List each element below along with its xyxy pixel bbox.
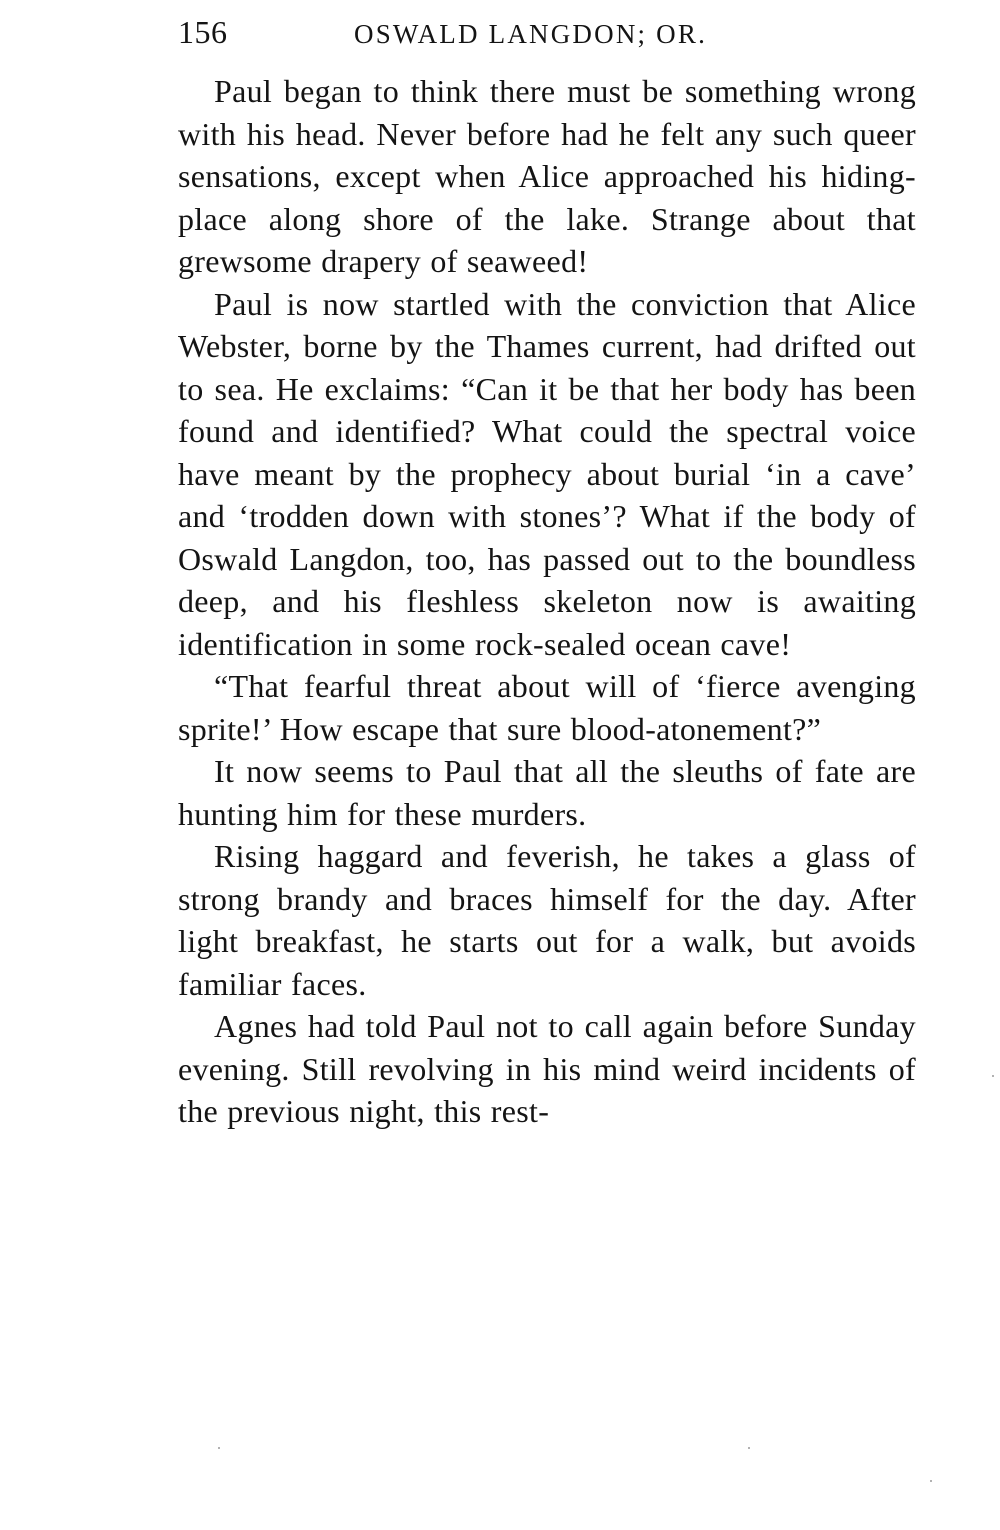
scan-speck <box>930 1480 932 1482</box>
paragraph-1: Paul began to think there must be something wrong with his head. Never before had he felt any such queer sensations, except when Alice approached his hiding-place along shore of the lake. Strange about that grewsome drapery of seaweed! <box>178 73 916 279</box>
scan-speck <box>748 1447 750 1449</box>
scan-speck <box>992 1075 994 1077</box>
page-number: 156 <box>178 14 228 50</box>
body-text <box>178 70 916 1133</box>
running-title: OSWALD LANGDON; OR. <box>354 19 708 49</box>
paragraph-2: Paul is now startled with the conviction that Alice Webster, borne by the Thames current, had drifted out to sea. He exclaims: “Can it be that her body has been found and identified? What could the spectral voice have meant by the prophecy about burial ‘in a cave’ and ‘trodden down with stones’? What if the body of Oswald Langdon, too, has passed out to the boundless deep, and his fleshless skeleton now is awaiting identification in some rock-sealed ocean cave! <box>178 285 916 662</box>
paragraph-5: Rising haggard and feverish, he takes a glass of strong brandy and braces himself for the day. After light breakfast, he starts out for a walk, but avoids familiar faces. <box>178 838 916 1002</box>
running-head <box>178 12 918 60</box>
paragraph-4: It now seems to Paul that all the sleuths of fate are hunting him for these murders. <box>178 753 916 832</box>
scan-speck <box>218 1447 220 1449</box>
paragraph-6: Agnes had told Paul not to call again before Sunday evening. Still revolving in his mind weird incidents of the previous night, this rest- <box>178 1008 916 1129</box>
paragraph-3: “That fearful threat about will of ‘fierce avenging sprite!’ How escape that sure blood-atonement?” <box>178 668 916 747</box>
